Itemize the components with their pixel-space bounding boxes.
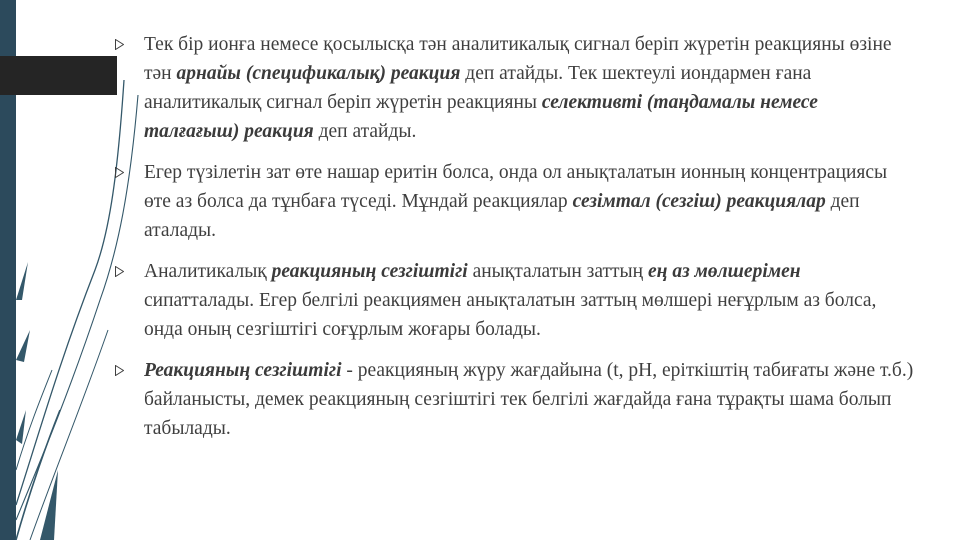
- bullet-text: деп атайды. Тек шектеулі иондармен ғана аналитикалық сигнал беріп жүретін реакцияны: [144, 63, 812, 113]
- bullet-text: Аналитикалық: [144, 261, 272, 282]
- emphasized-term: арнайы (спецификалық) реакция: [176, 63, 461, 84]
- emphasized-term: реакцияның сезгіштігі: [271, 261, 468, 282]
- bullet-text: деп аталады.: [144, 191, 860, 241]
- arrow-bullet-icon: [115, 266, 124, 277]
- emphasized-term: ең аз мөлшерімен: [647, 261, 801, 282]
- bullet-text: анықталатын заттың: [467, 261, 648, 282]
- emphasized-term: селективті (таңдамалы немесе талғағыш) реакция: [144, 92, 818, 142]
- emphasized-term: Реакцияның сезгіштігі: [144, 360, 342, 381]
- bullet-item: [115, 257, 915, 344]
- bullet-text: сипатталады. Егер белгілі реакциямен анықталатын заттың мөлшері неғұрлым аз болса, онда оның сезгіштігі соғұрлым жоғары болады.: [144, 290, 877, 340]
- bullet-text: Егер түзілетін зат өте нашар еритін болса, онда ол анықталатын ионның концентрациясы өте аз болса да тұнбаға түседі. Мұндай реакциялар: [144, 162, 888, 212]
- bullet-item: [115, 356, 915, 443]
- bullet-text: Тек бір ионға немесе қосылысқа тән аналитикалық сигнал беріп жүретін реакцияны өзіне тән: [144, 34, 892, 84]
- arrow-bullet-icon: [115, 365, 124, 376]
- arrow-bullet-icon: [115, 167, 124, 178]
- emphasized-term: сезімтал (сезгіш) реакциялар: [572, 191, 826, 212]
- bullet-item: [115, 158, 915, 245]
- bullet-item: [115, 30, 915, 146]
- arrow-bullet-icon: [115, 39, 124, 50]
- dark-title-band: [0, 56, 117, 95]
- bullet-text: - реакцияның жүру жағдайына (t, pH, еріткіштің табиғаты және т.б.) байланысты, демек реакцияның сезгіштігі тек белгілі жағдайда ғана тұрақты шама болып табылады.: [144, 360, 914, 439]
- bullet-text: деп атайды.: [313, 121, 417, 142]
- bullet-list: [115, 30, 915, 455]
